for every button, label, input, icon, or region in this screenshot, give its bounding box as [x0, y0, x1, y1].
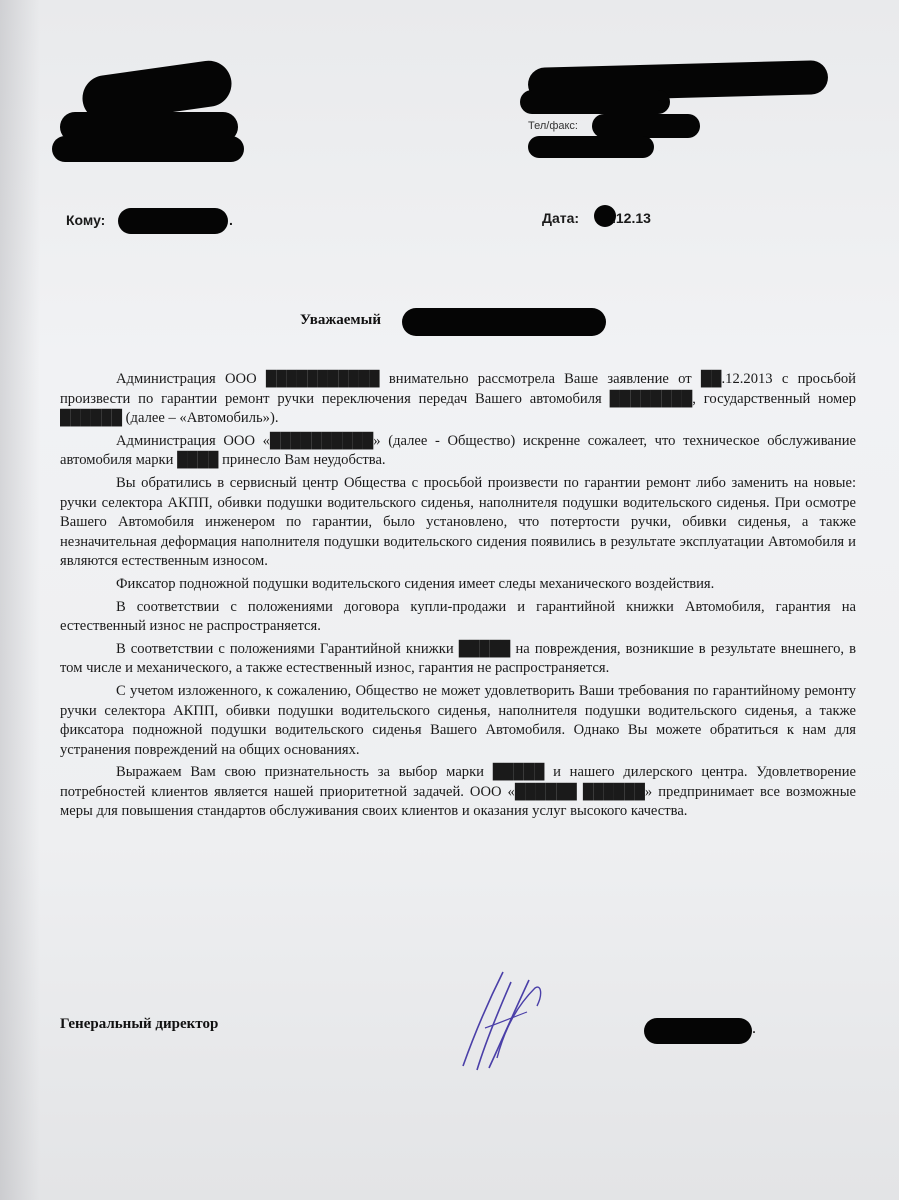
redaction-director-name — [644, 1018, 752, 1044]
redaction-recipient — [118, 208, 228, 234]
fax-label: Тел/факс: — [528, 120, 578, 132]
salutation: Уважаемый — [300, 312, 381, 328]
paragraph-1: Администрация ООО ███████████ внимательно рассмотрела Ваше заявление от ██.12.2013 с просьбой произвести по гарантии ремонт ручки переключения передач Вашего автомобиля ████████, государственный номер ██████ (далее – «Автомобиль»). — [60, 371, 856, 427]
letter-body — [60, 370, 856, 825]
redaction-sender-line-3 — [52, 136, 244, 162]
handwritten-signature — [445, 958, 565, 1078]
to-label: Кому: — [66, 212, 106, 228]
date-value: .12.13 — [612, 210, 651, 226]
director-title: Генеральный директор — [60, 1016, 219, 1032]
name-suffix: . — [752, 1020, 756, 1037]
paragraph-6: В соответствии с положениями Гарантийной книжки █████ на повреждения, возникшие в результате внешнего, в том числе и механического, а также естественный износ, гарантия не распространяется. — [60, 640, 856, 677]
paragraph-4: Фиксатор подножной подушки водительского сидения имеет следы механического воздействия. — [116, 575, 715, 592]
redaction-fax-number — [592, 114, 700, 138]
paragraph-5: В соответствии с положениями договора купли-продажи и гарантийной книжки Автомобиля, гарантия на естественный износ не распространяется. — [60, 598, 856, 635]
paragraph-2: Администрация ООО «██████████» (далее - Общество) искренне сожалеет, что техническое обслуживание автомобиля марки ████ принесло Вам неудобства. — [60, 432, 856, 469]
date-label: Дата: — [542, 210, 580, 226]
redaction-company-line-4 — [528, 136, 654, 158]
paragraph-3: Вы обратились в сервисный центр Общества с просьбой произвести по гарантии ремонт либо заменить на новые: ручки селектора АКПП, обивки подушки водительского сиденья, наполнителя подушки водительского сиденья. При осмотре Вашего Автомобиля инженером по гарантии, было установлено, что потертости ручки, обивки сиденья, а также незначительная деформация наполнителя подушки водительского сидения появились в результате эксплуатации Автомобиля и являются естественным износом. — [60, 474, 856, 570]
paragraph-7: С учетом изложенного, к сожалению, Общество не может удовлетворить Ваши требования по гарантийному ремонту ручки селектора АКПП, обивки подушки водительского сиденья, наполнителя подушки водительского сиденья, а также фиксатора подножной подушки водительского сиденья Вашего Автомобиля. Однако Вы можете обратиться к нам для устранения повреждений на общих основаниях. — [60, 682, 856, 758]
redaction-company-line-2 — [520, 90, 670, 114]
to-suffix: . — [229, 212, 233, 228]
paragraph-8: Выражаем Вам свою признательность за выбор марки █████ и нашего дилерского центра. Удовлетворение потребностей клиентов является нашей приоритетной задачей. ООО «██████ ██████» предпринимает все возможные меры для повышения стандартов обслуживания своих клиентов и оказания услуг высокого качества. — [60, 764, 856, 820]
page-shadow — [0, 0, 40, 1200]
redaction-addressee-name — [402, 308, 606, 336]
